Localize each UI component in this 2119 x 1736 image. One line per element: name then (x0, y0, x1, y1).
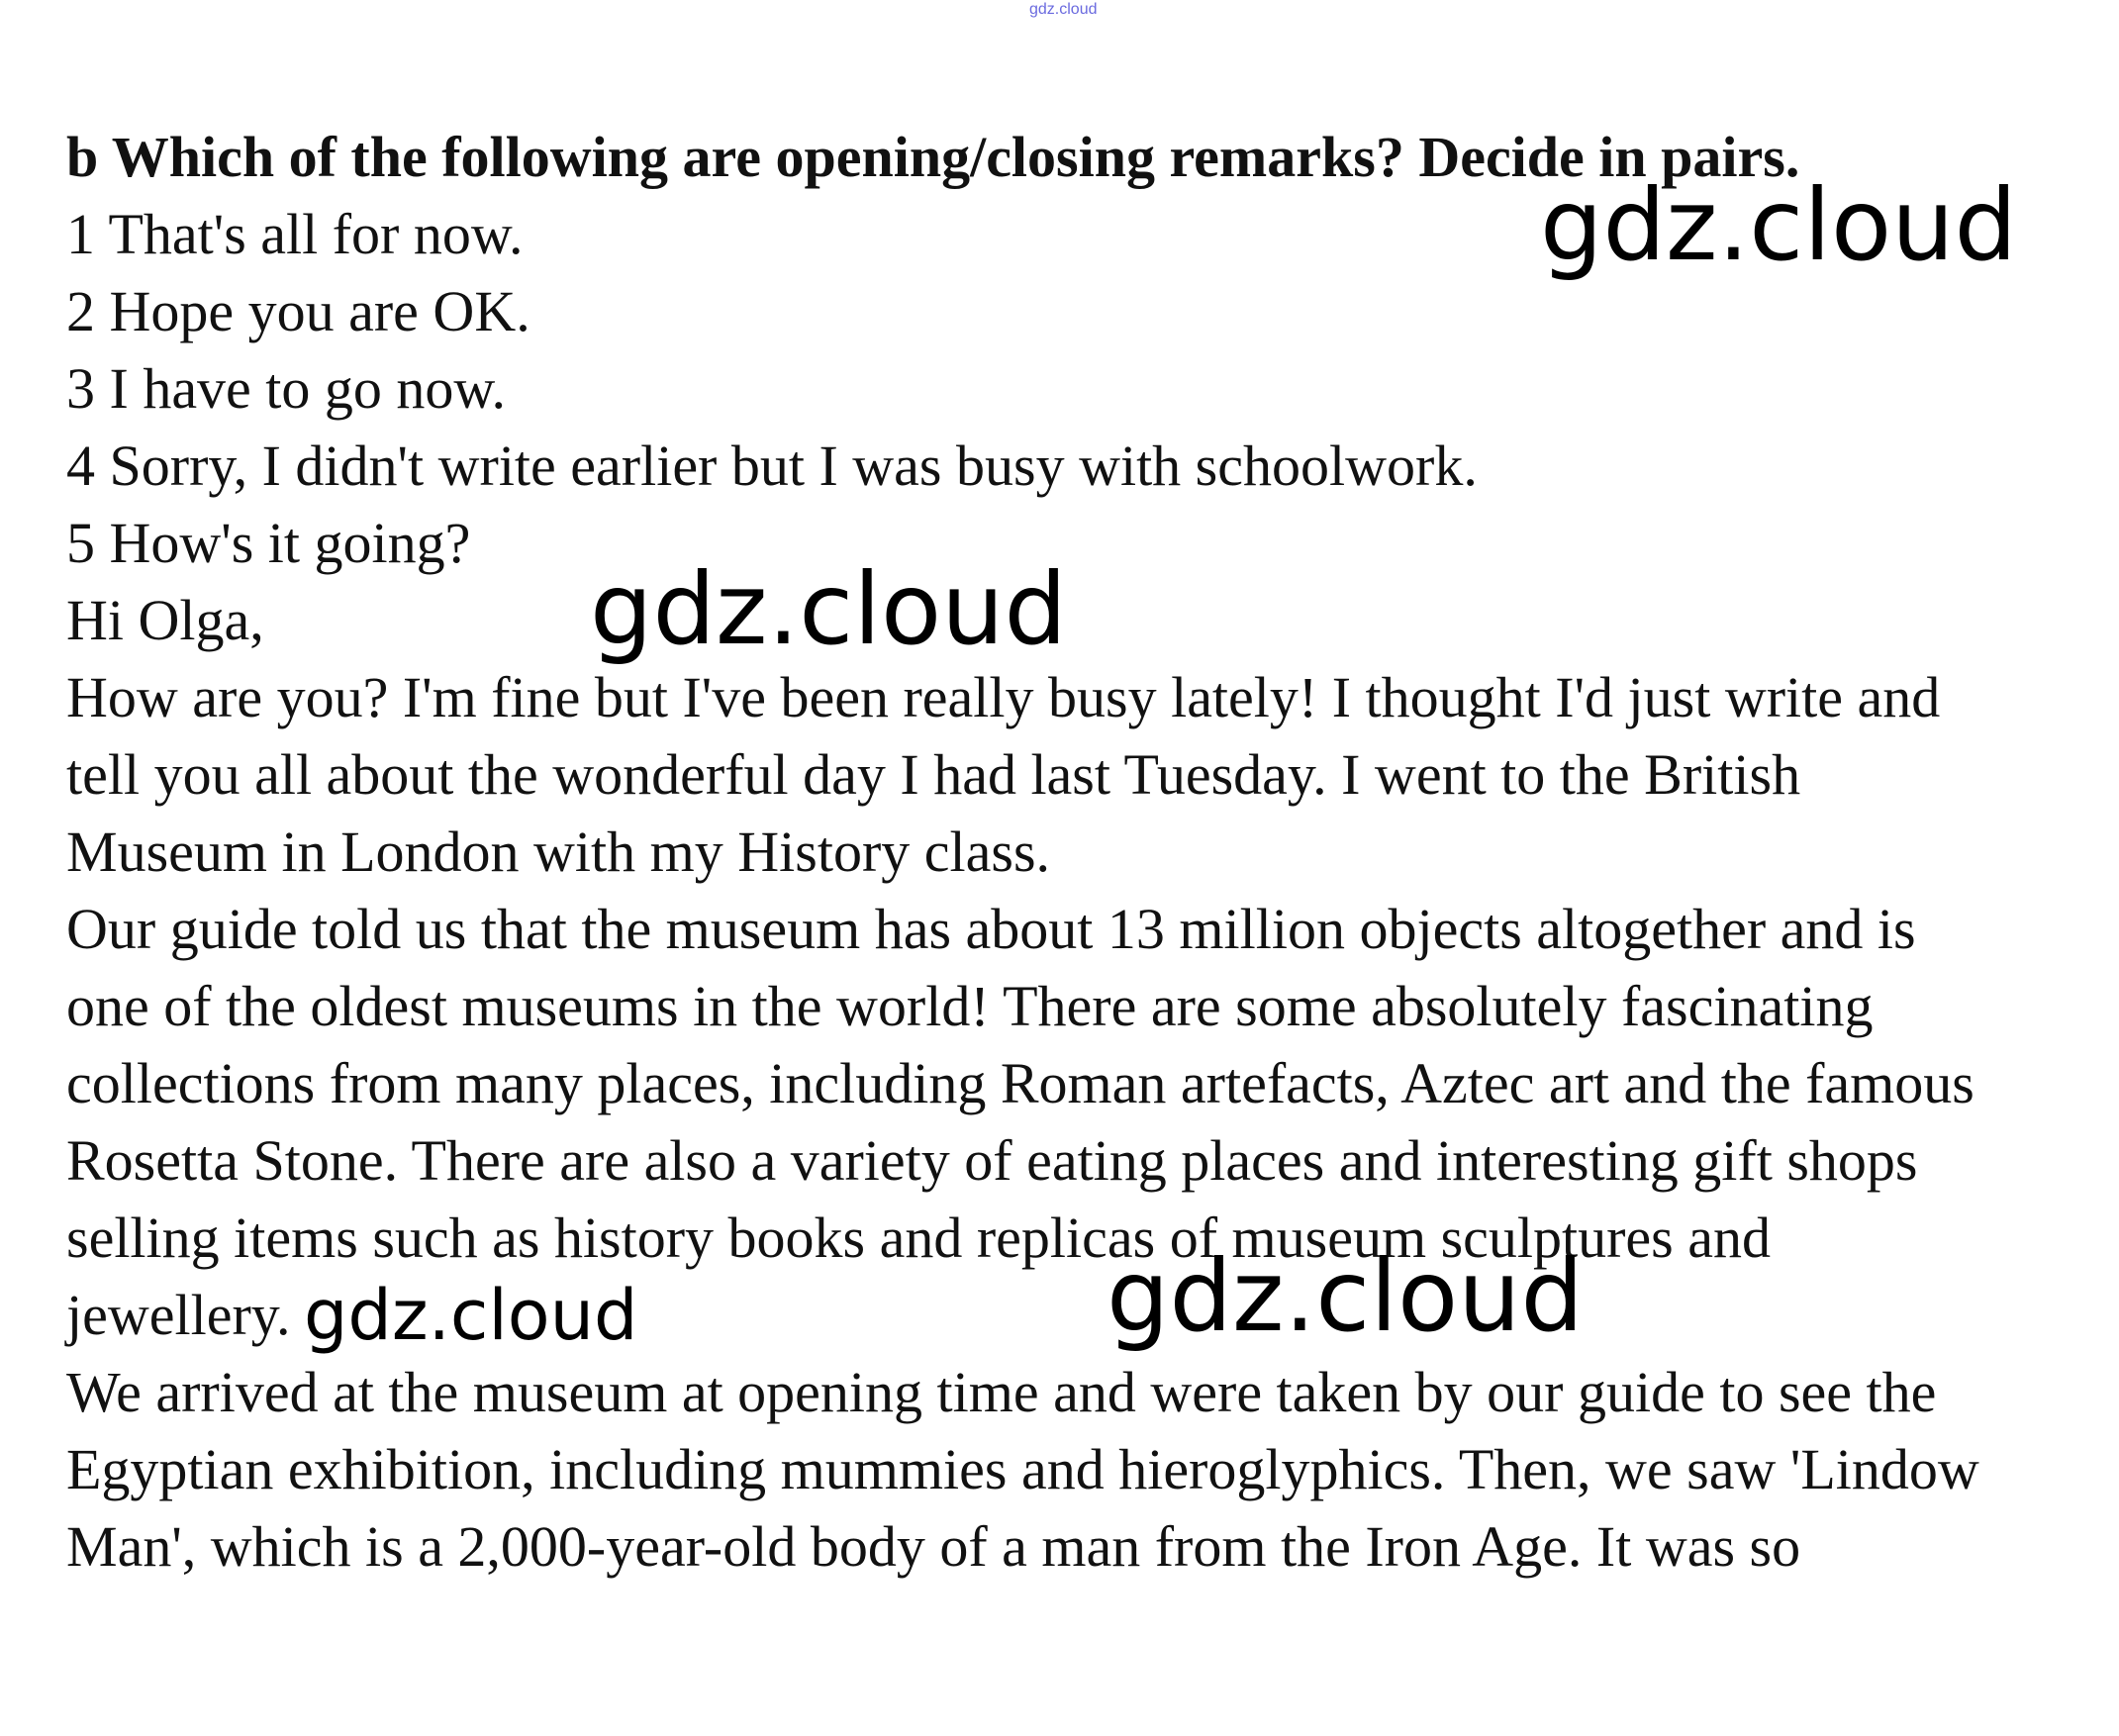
exercise-heading: b Which of the following are opening/closing remarks? Decide in pairs. (66, 125, 1800, 189)
option-item: 1 That's all for now. (66, 202, 524, 266)
letter-line: Rosetta Stone. There are also a variety of eating places and interesting gift shops (66, 1128, 1918, 1193)
letter-line: How are you? I'm fine but I've been really busy lately! I thought I'd just write and (66, 665, 1941, 729)
letter-line: Man', which is a 2,000-year-old body of a man from the Iron Age. It was so (66, 1514, 1801, 1579)
option-item: 4 Sorry, I didn't write earlier but I was busy with schoolwork. (66, 434, 1478, 498)
letter-line: Our guide told us that the museum has about 13 million objects altogether and is (66, 897, 1916, 961)
option-item: 3 I have to go now. (66, 356, 507, 421)
letter-line: selling items such as history books and replicas of museum sculptures and (66, 1206, 1771, 1270)
letter-line: tell you all about the wonderful day I had last Tuesday. I went to the British (66, 742, 1801, 807)
letter-greeting: Hi Olga, (66, 588, 264, 652)
letter-line: Museum in London with my History class. (66, 820, 1051, 884)
letter-line: jewellery. (66, 1283, 291, 1347)
option-item: 5 How's it going? (66, 511, 471, 575)
header-watermark: gdz.cloud (1029, 1, 1098, 18)
letter-line: We arrived at the museum at opening time and were taken by our guide to see the (66, 1360, 1937, 1424)
letter-line: Egyptian exhibition, including mummies and hieroglyphics. Then, we saw 'Lindow (66, 1437, 1979, 1501)
document-body (66, 119, 2056, 1586)
watermark: gdz.cloud (1107, 1238, 1585, 1354)
option-item: 2 Hope you are OK. (66, 279, 530, 343)
watermark: gdz.cloud (1540, 167, 2018, 283)
letter-line: one of the oldest museums in the world! There are some absolutely fascinating (66, 974, 1874, 1038)
letter-line: collections from many places, including Roman artefacts, Aztec art and the famous (66, 1051, 1975, 1115)
watermark: gdz.cloud (590, 551, 1068, 667)
watermark: gdz.cloud (304, 1275, 638, 1356)
